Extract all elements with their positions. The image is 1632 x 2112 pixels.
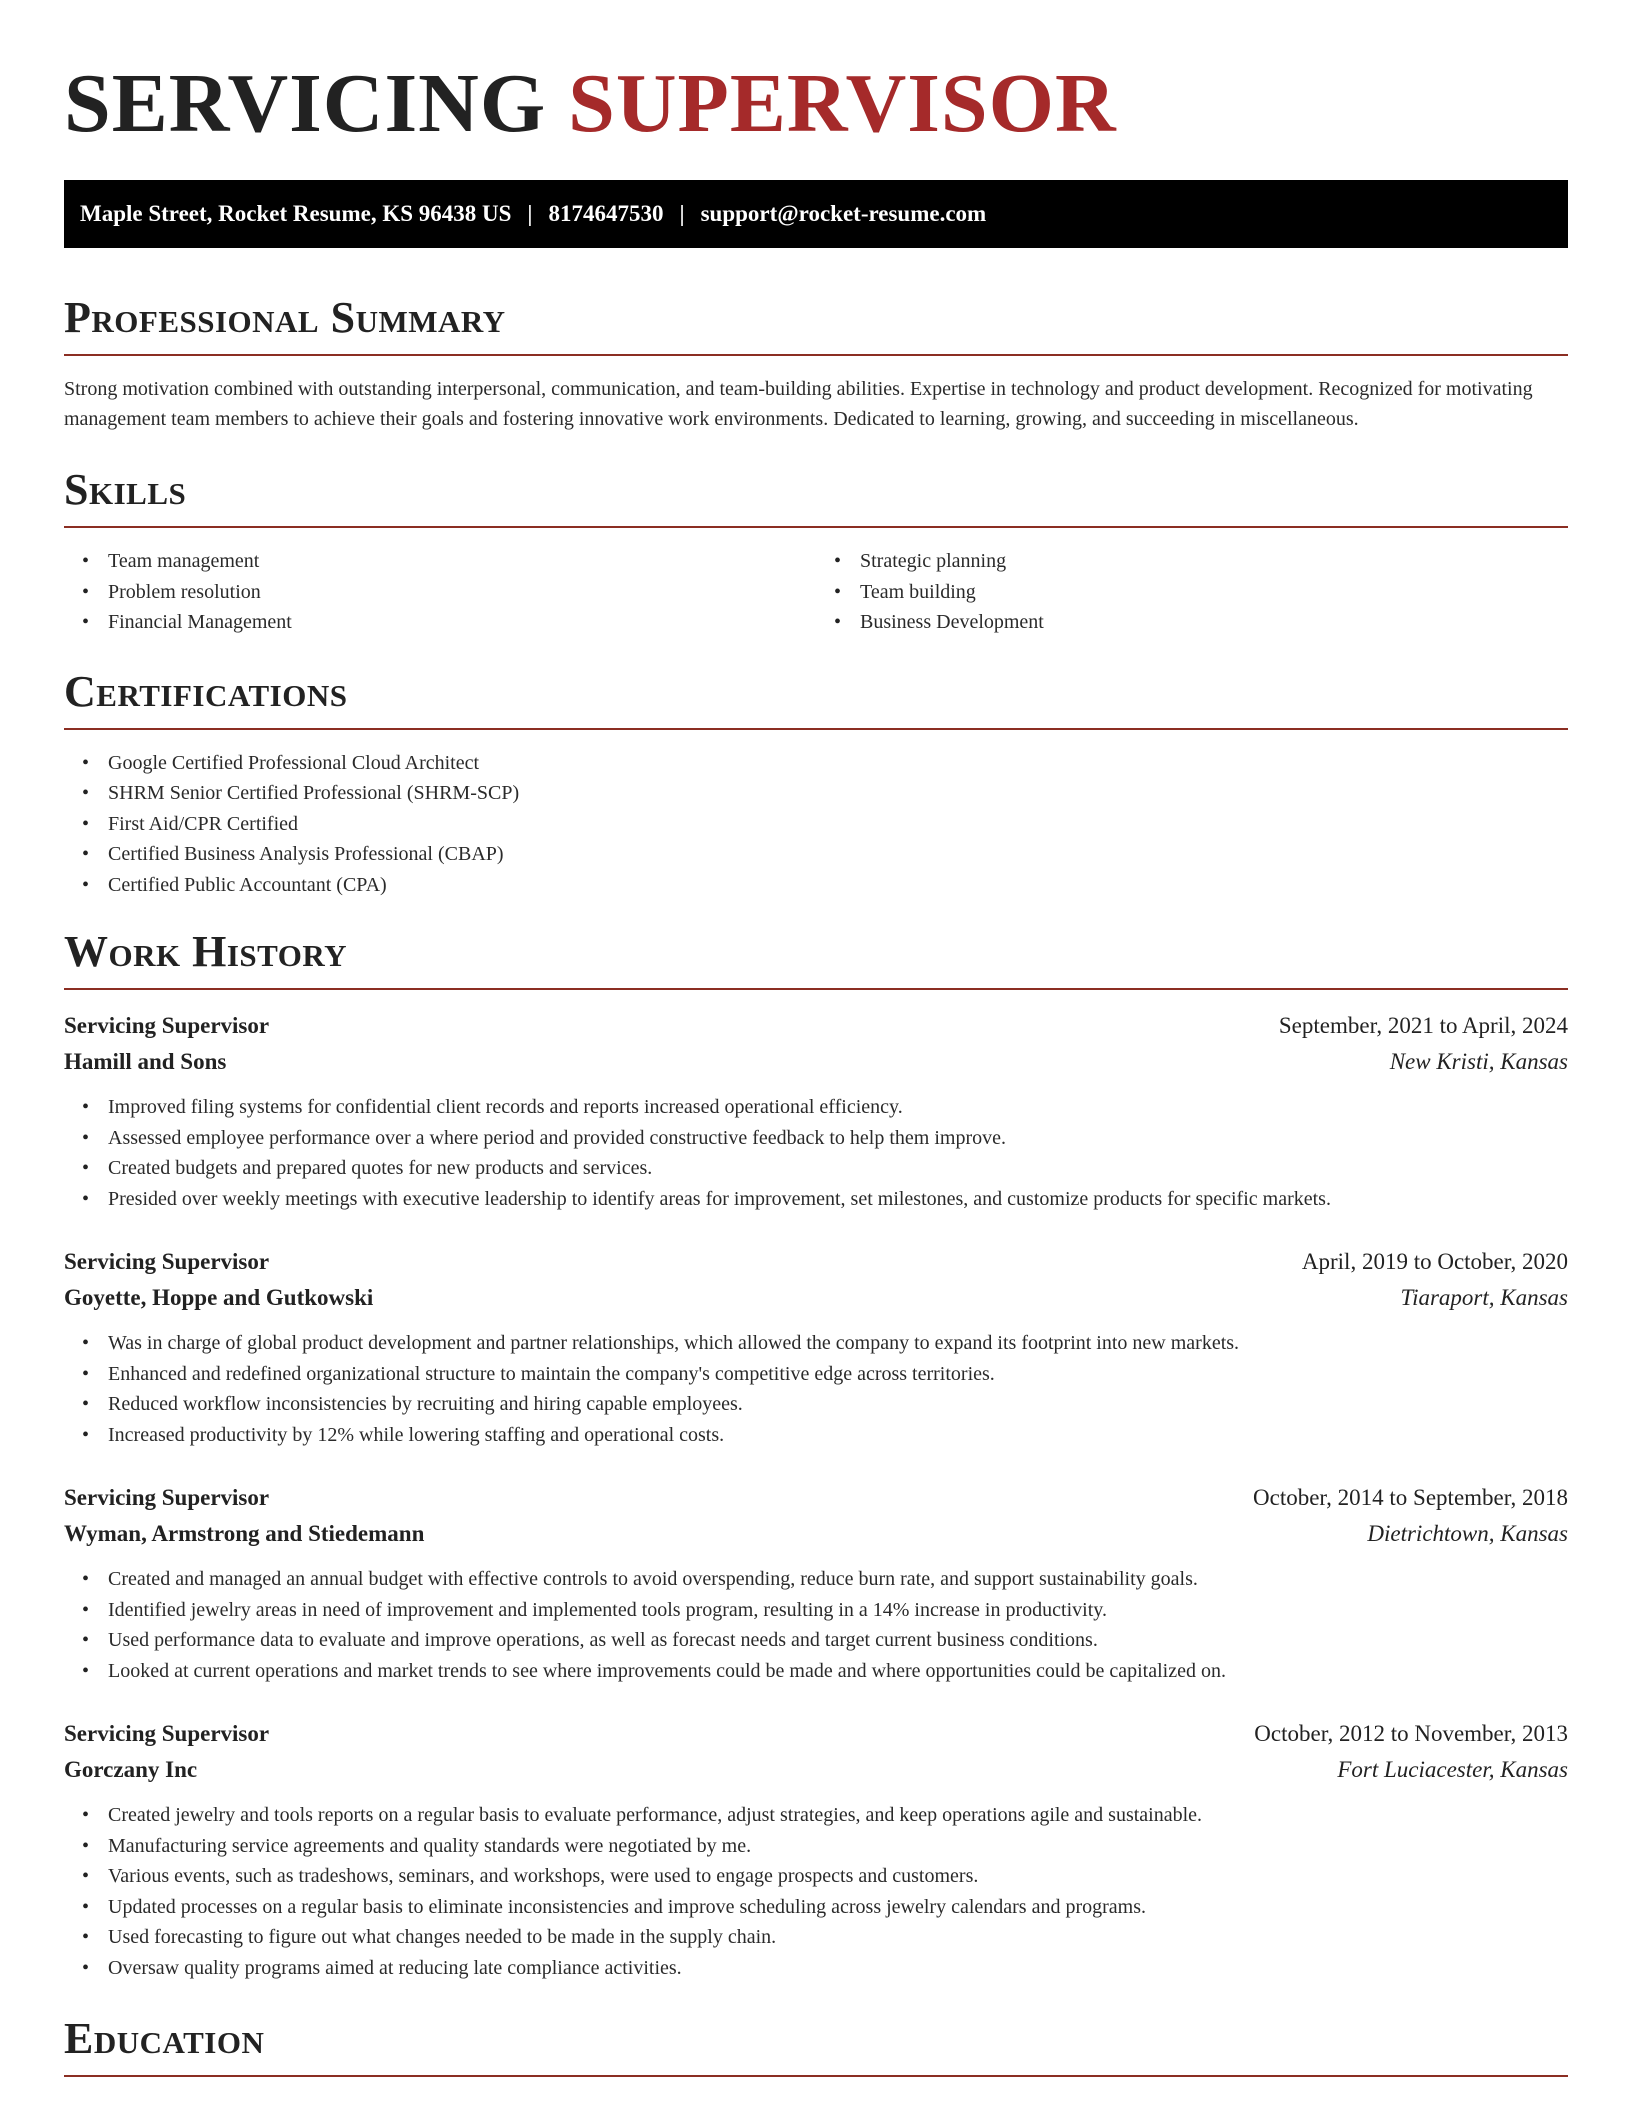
contact-phone: 8174647530: [548, 201, 664, 226]
certifications-list: [64, 748, 1568, 901]
job-bullet: • Updated processes on a regular basis to eliminate inconsistencies and improve scheduling across jewelry calendars and programs.: [108, 1892, 1568, 1923]
summary-section: [64, 292, 1568, 434]
job-company: Goyette, Hoppe and Gutkowski: [64, 1285, 374, 1310]
job-bullet: • Various events, such as tradeshows, seminars, and workshops, were used to engage prospects and customers.: [108, 1861, 1568, 1892]
job-dates: September, 2021 to April, 2024: [1278, 1013, 1568, 1038]
job-bullet: • Presided over weekly meetings with executive leadership to identify areas for improvement, set milestones, and customize products for specific markets.: [108, 1184, 1568, 1215]
job-dates: October, 2014 to September, 2018: [1253, 1485, 1568, 1510]
certification-item: • Certified Business Analysis Professional (CBAP): [108, 839, 1568, 870]
job-bullets: [64, 1328, 1568, 1450]
job-location: Tiaraport, Kansas: [1400, 1285, 1568, 1310]
section-heading-summary: Professional Summary: [64, 293, 506, 342]
job-entry: [64, 1480, 1568, 1686]
job-bullet: • Enhanced and redefined organizational structure to maintain the company's competitive edge across territories.: [108, 1359, 1568, 1390]
section-divider: [64, 354, 1568, 356]
skill-item: • Strategic planning: [860, 546, 1568, 577]
education-section: [64, 2013, 1568, 2077]
job-company: Wyman, Armstrong and Stiedemann: [64, 1521, 425, 1546]
job-bullet: • Created budgets and prepared quotes for new products and services.: [108, 1153, 1568, 1184]
section-divider: [64, 728, 1568, 730]
job-location: Fort Luciacester, Kansas: [1337, 1757, 1568, 1782]
certification-item: • Google Certified Professional Cloud Architect: [108, 748, 1568, 779]
job-title: Servicing Supervisor: [64, 1721, 270, 1746]
certification-item: • First Aid/CPR Certified: [108, 809, 1568, 840]
job-bullets: [64, 1564, 1568, 1686]
job-entry: [64, 1244, 1568, 1450]
job-bullet: • Identified jewelry areas in need of improvement and implemented tools program, resulting in a 14% increase in productivity.: [108, 1595, 1568, 1626]
summary-text: Strong motivation combined with outstanding interpersonal, communication, and team-building abilities. Expertise in technology and product development. Recognized for motivating management team members to achieve their goals and fostering innovative work environments. Dedicated to learning, growing, and succeeding in miscellaneous.: [64, 378, 1533, 430]
section-heading-work-history: Work History: [64, 927, 348, 976]
job-bullets: [64, 1092, 1568, 1214]
skills-grid: [64, 546, 1568, 638]
contact-email: support@rocket-resume.com: [700, 201, 987, 226]
title-second-word: SUPERVISOR: [568, 57, 1117, 150]
skills-list-left: [64, 546, 816, 638]
section-divider: [64, 526, 1568, 528]
job-entry: [64, 1716, 1568, 1983]
skill-item: • Team management: [108, 546, 816, 577]
skill-item: • Financial Management: [108, 607, 816, 638]
work-history-section: [64, 926, 1568, 1983]
resume-title: [64, 0, 1568, 150]
skill-item: • Business Development: [860, 607, 1568, 638]
job-bullet: • Improved filing systems for confidential client records and reports increased operational efficiency.: [108, 1092, 1568, 1123]
job-dates: October, 2012 to November, 2013: [1254, 1721, 1568, 1746]
section-heading-education: Education: [64, 2014, 265, 2063]
job-bullet: • Created jewelry and tools reports on a regular basis to evaluate performance, adjust strategies, and keep operations agile and sustainable.: [108, 1800, 1568, 1831]
job-bullet: • Used forecasting to figure out what changes needed to be made in the supply chain.: [108, 1922, 1568, 1953]
section-divider: [64, 2075, 1568, 2077]
job-company: Gorczany Inc: [64, 1757, 198, 1782]
job-bullet: • Manufacturing service agreements and quality standards were negotiated by me.: [108, 1831, 1568, 1862]
contact-separator: |: [527, 201, 533, 226]
job-bullet: • Assessed employee performance over a where period and provided constructive feedback to help them improve.: [108, 1123, 1568, 1154]
job-title: Servicing Supervisor: [64, 1013, 270, 1038]
title-first-word: SERVICING: [64, 57, 547, 150]
job-bullet: • Increased productivity by 12% while lowering staffing and operational costs.: [108, 1420, 1568, 1451]
certifications-section: [64, 666, 1568, 901]
job-bullet: • Created and managed an annual budget with effective controls to avoid overspending, reduce burn rate, and support sustainability goals.: [108, 1564, 1568, 1595]
job-title: Servicing Supervisor: [64, 1485, 270, 1510]
job-dates: April, 2019 to October, 2020: [1301, 1249, 1568, 1274]
job-location: New Kristi, Kansas: [1389, 1049, 1568, 1074]
section-heading-skills: Skills: [64, 465, 187, 514]
contact-address: Maple Street, Rocket Resume, KS 96438 US: [80, 201, 512, 226]
certification-item: • Certified Public Accountant (CPA): [108, 870, 1568, 901]
skills-section: [64, 464, 1568, 638]
certification-item: • SHRM Senior Certified Professional (SHRM-SCP): [108, 778, 1568, 809]
job-bullet: • Reduced workflow inconsistencies by recruiting and hiring capable employees.: [108, 1389, 1568, 1420]
job-bullet: • Oversaw quality programs aimed at reducing late compliance activities.: [108, 1953, 1568, 1984]
job-bullet: • Was in charge of global product development and partner relationships, which allowed the company to expand its footprint into new markets.: [108, 1328, 1568, 1359]
job-bullet: • Looked at current operations and market trends to see where improvements could be made and where opportunities could be capitalized on.: [108, 1656, 1568, 1687]
job-bullet: • Used performance data to evaluate and improve operations, as well as forecast needs and target current business conditions.: [108, 1625, 1568, 1656]
skills-list-right: [816, 546, 1568, 638]
contact-separator: |: [679, 201, 685, 226]
section-heading-certifications: Certifications: [64, 666, 348, 716]
job-entry: [64, 1008, 1568, 1214]
skill-item: • Problem resolution: [108, 577, 816, 608]
section-divider: [64, 988, 1568, 990]
skill-item: • Team building: [860, 577, 1568, 608]
job-bullets: [64, 1800, 1568, 1983]
job-location: Dietrichtown, Kansas: [1367, 1521, 1568, 1546]
job-company: Hamill and Sons: [64, 1049, 227, 1074]
job-title: Servicing Supervisor: [64, 1249, 270, 1274]
contact-bar: [64, 180, 1568, 248]
